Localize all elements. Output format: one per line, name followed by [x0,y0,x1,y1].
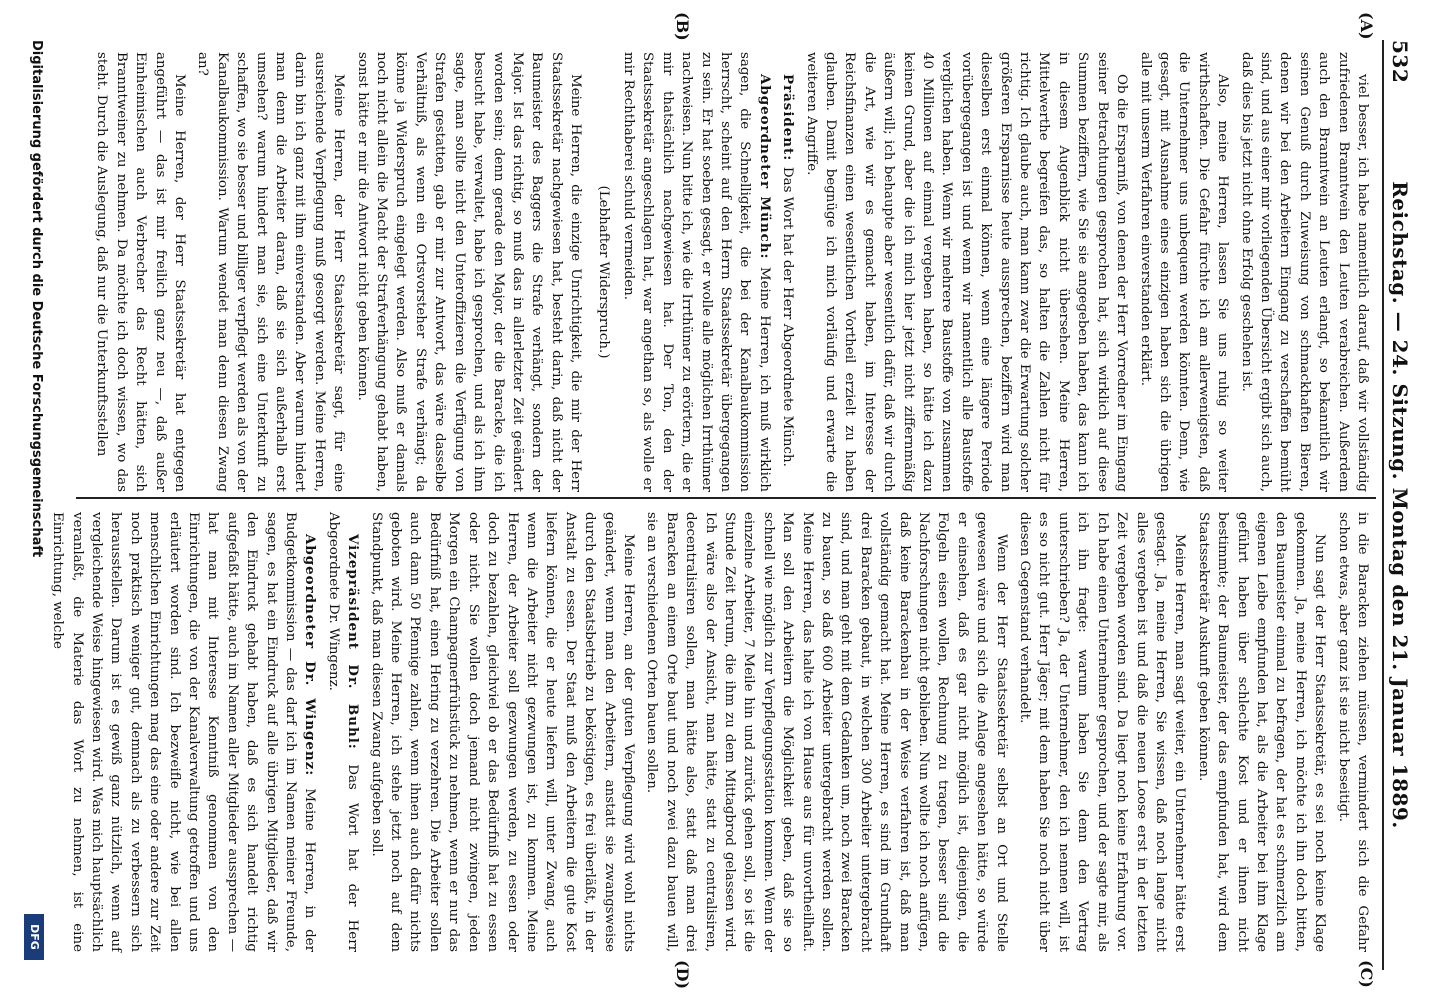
digitization-note: Digitalisierung gefördert durch die Deutsche Forschungsgemeinschaft [29,40,44,558]
page-footer [22,40,44,960]
margin-mark-d: (D) [673,960,692,990]
paragraph: viel besser, ich habe namentlich darauf, daß wir vollständig zufriedenen Branntwein den Leuten verabreichen. Außerdem auch den Branntwein an Leuten erlangt, so bekanntlich wir seinen Genuß durch Zuweisung von schmackhaften Bieren, denen wir bei den Arbeitern Eingang zu verschaffen bemüht sind, und aus einer mir vorliegenden Übersicht ergibt sich auch, daß dies bis jetzt nicht ohne Erfolg geschehen ist. [1238,52,1370,492]
page-header [1382,40,1414,970]
speech-text: Das Wort hat der Herr Abgeordnete Münch. [780,166,796,467]
margin-mark-c: (C) [1357,960,1376,988]
speech-text: Das Wort hat der Herr Abgeordnete Dr. Wingenz. [325,512,361,953]
speaker-paragraph [778,52,797,492]
speaker-name: Abgeordneter Dr. Wingenz: [302,534,319,789]
speech-text: Meine Herren, in der Budgetkommission — das darf ich im Namen meiner Freunde, sagen, es hat ein Eindruck auf alle übrigen Mitglieder, daß wir den Eindruck gehabt haben, daß es sich handelt richtig aufgefaßt hätte, auch im Namen aller Mitglieder aussprechen — hat man mit Interesse Kenntniß genommen von den Einrichtungen, die von der Kanalverwaltung getroffen und uns erläutert worden sind. Ich bezweifle nicht, wie bei allen menschlichen Einrichtungen mag das eine oder andere zur Zeit noch praktisch weniger gut, demnach als zu verbessern sich herausstellen. Darum ist es gewiß ganz nützlich, wenn auf vergleichende Weise hingewiesen wird. Was mich hauptsächlich veranlaßt, die Materie das Wort zu nehmen, ist eine Einrichtung, welche [50,512,318,952]
column-divider [76,497,1376,499]
margin-mark-b: (B) [673,12,692,41]
paragraph: Meine Herren, die einzige Unrichtigkeit, die mir der Herr Staatssekretär nachgewiesen hat, besteht darin, daß nicht der Baumeister des Baggers die Strafe verhängt, sondern der Major. Ist das richtig, so muß das in allerletzter Zeit geändert worden sein; denn gerade den Major, der die Baracke, die ich besucht habe, verwaltet, habe ich gesprochen, und als ich ihm sagte, man sollte nicht den Unteroffizieren die Verfügung von Strafen gestatten, gab er mir zur Antwort, das wäre dasselbe Verhältniß, als wenn ein Ortsvorsteher Strafe verhängt; da könne ja Widerspruch eingelegt werden. Also muß er damals noch nicht allein die Macht der Strafverhängung gehabt haben, sonst hätte er mir die Antwort nicht geben können. [354,52,584,492]
paragraph: Meine Herren, der Herr Staatssekretär sagt, für eine ausreichende Verpflegung muß gesorgt werden. Meine Herren, darin bin ich ganz mit ihm einverstanden. Aber warum hindert man denn die Arbeiter daran, daß sie sich außerhalb erst umsehen? warum hindert man sie, sich eine Unterkunft zu schaffen, wo sie besser und billiger verpflegt werden als von der Kanalbaukommission. Warum wendet man denn diesen Zwang an? [195,52,347,492]
paragraph: in die Baracken ziehen müssen, vermindert sich die Gefahr schon etwas, aber ganz ist sie nicht beseitigt. [1335,512,1370,952]
paragraph: Ob die Ersparniß, von denen der Herr Vorredner im Eingang seiner Betrachtungen gesprochen hat, sich wirklich auf diese Summen beziffern, wie Sie sie angegeben haben, das kann ich in diesem Augenblick nicht übersehen. Meine Herren, Mittelwerthe begreifen das, so halten die Zahlen nicht für richtig. Ich glaube auch, man kann zwar die Erwartung solcher größeren Ersparnisse heute aussprechen, beziffern wird man dieselben erst einmal können, wenn eine längere Periode vorübergegangen ist und wenn wir namentlich alle Baustoffe verglichen haben. Wenn wir mehrere Baustoffe von zusammen 40 Millionen auf einmal vergeben haben, so hätte ich dazu keinen Grund, aber die ich mich hier jetzt nicht ziffernmäßig äußern will; ich behaupte aber wesentlich dafür, daß wir durch die Art, wie wir es gemacht haben, im Interesse der Reichsfinanzen einen wesentlichen Vortheil erzielt zu haben glauben. Damit begnüge ich mich vorläufig und erwarte die weiteren Angriffe. [803,52,1130,492]
speaker-paragraph [48,512,320,952]
margin-mark-a: (A) [1357,12,1376,40]
stage-direction: (Lebhafter Widerspruch.) [595,185,611,359]
speaker-name: Präsident: [780,74,797,167]
paragraph: Meine Herren, man sagt weiter, ein Unternehmer hätte erst gestagt. Ja, meine Herren, Sie wissen, daß noch lange nicht alles vergeben ist und daß die neuen Loose erst in der letzten Zeit vergeben worden sind. Da liegt noch keine Erfahrung vor. Ich habe einen Unternehmer gesprochen, und der sagte mir, als ich ihn fragte: warum haben Sie denn den Vertrag unterschrieben? Ja, der Unternehmer, den ich nennen will, ist es so nicht gut. Herr Jäger; mit dem haben Sie noch nicht über diesen Gegenstand verhandelt. [1017,512,1188,952]
page-title: Reichstag. — 24. Sitzung. Montag den 21. Januar 1889. [1388,181,1412,829]
speech-text: Meine Herren, ich muß wirklich sagen, die Schnelligkeit, die bei der Kanalbaukommission herrscht, scheint auf den Herrn Staatssekretär übergegangen zu sein. Er hat soeben gesagt, er wolle alle möglichen Irrthümer nachweisen. Nun bitte ich, wie die Irrthümer zu erörtern, die er mir thatsächlich nachgewiesen hat. Der Ton, den der Staatssekretär angeschlagen hat, war angethan so, als wolle er mir Rechthaberei schuld vermeiden. [620,52,772,492]
speaker-paragraph [619,52,774,492]
speaker-name: Abgeordneter Münch: [756,74,773,267]
page-number: 532 [1388,40,1412,84]
speaker-paragraph [323,512,362,952]
paragraph: Wenn der Herr Staatssekretär selbst an Ort und Stelle gewesen wäre und sich die Anlage angesehen hätte, so würde er einsehen, daß es gar nicht möglich ist, diejenigen, die Folgeln eisen wollen, Rechnung zu tragen, besser sind die Nachforschungen nicht geblieben. Nun wollte ich noch anfügen, daß keine Barackenbau in der Weise verfahren ist, daß man vollständig gemacht hat. Meine Herren, es sind im Grundhaft drei Baracken gebaut, in welchen 300 Arbeiter untergebracht sind, und man geht mit dem Gedanken um, noch zwei Baracken zu bauen, so daß 600 Arbeiter untergebracht werden sollen. Meine Herren, das halte ich von Hause aus für unvortheilhaft. Man soll den Arbeitern die Möglichkeit geben, daß sie so schnell wie möglich zur Verpflegungsstation kommen. Wenn der einzelne Arbeiter, 7 Meile hin und zurück gehen soll, so ist die Stunde Zeit herum, die ihm zu dem Mittagbrod gelassen wird. Ich wäre also der Ansicht, man hätte, statt zu centralisiren, decentralisiren sollen, man hätte also, statt daß man drei Baracken an einem Orte baut und noch zwei dazu bauen will, sie an verschiedenen Orten bauen sollen. [644,512,1009,952]
paragraph: Meine Herren, an der guten Verpflegung wird wohl nichts geändert, wenn man den Arbeitern, anstatt sie zwangsweise durch den Staatsbetrieb zu beköstigen, es frei überläßt, in der Anstalt zu essen. Der Staat muß den Arbeitern die gute Kost liefern können, die er heute liefern will, unter Zwang, auch wenn die Arbeiter nicht gezwungen ist, zu kommen. Meine Herren, der Arbeiter soll gezwungen werden, zu essen oder doch zu bezahlen, gleichviel ob er das Bedürfniß hat zu essen oder nicht. Sie wollen doch jemand nicht zwingen, jeden Morgen ein Champagnerfrühstück zu nehmen, wenn er nur das Bedürfniß hat, einen Hering zu verzehren. Die Arbeiter sollen auch dann 50 Pfennige zahlen, wenn ihnen auch dafür nichts geboten wird. Meine Herren, ich stehe jetzt noch auf dem Standpunkt, daß man diesen Zwang aufgeben soll. [368,512,636,952]
text-column-right [50,512,1372,953]
paragraph: Nun sagt der Herr Staatssekretär, es sei noch keine Klage gekommen. Ja, meine Herren, ich möchte ich ihn doch bitten, den Baumeister einmal zu befragen, der hat es schmerzlich am eigenen Leibe empfunden hat, als die Arbeiter bei ihm Klage geführt haben über schlechte Kost und er ihnen nicht bestimmte; der Baumeister, der das empfunden hat, wird dem Staatssekretär Auskunft geben können. [1195,512,1328,952]
paragraph: Also, meine Herren, lassen Sie uns ruhig so weiter wirthschaften. Die Gefahr fürchte ich am allerwenigsten, daß die Unternehmer uns unbequem werden könnten. Denn, wie gesagt, mit Ausnahme eines einzigen haben sich die übrigen alle mit unserm Verfahren einverstanden erklärt. [1137,52,1231,492]
dfg-logo: DFG [24,914,44,960]
paragraph: Meine Herren, der Herr Staatssekretär hat entgegen angeführt — das ist mir freilich ganz neu —, daß außer Einheimischen auch Verbrecher das Recht hätten, sich Branntweiner zu nehmen. Da möchte ich doch wissen, wo das steht. Durch die Auslegung, daß nur die Unterkunftsstellen [94,52,188,492]
speaker-name: Vizepräsident Dr. Buhl: [345,534,362,765]
text-column-left [82,52,1372,492]
